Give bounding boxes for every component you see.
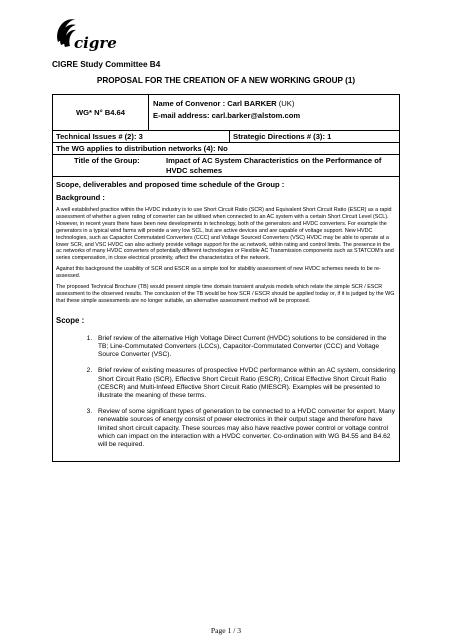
technical-issues: Technical Issues # (2): 3 bbox=[53, 131, 230, 142]
group-title-row bbox=[53, 155, 399, 177]
convenor-label: Name of Convenor : bbox=[153, 99, 228, 108]
scope-list-item: 2. Brief review of existing measures of prospective HVDC performance within an AC system, considering Short Circuit Ratio (SCR), Effective Short Circuit Ratio (ESCR), Critical Effective Short Circuit Ratio (CESCR) and Multi-Infeed Effective Short Circuit Ratio (MIESCR). Examples will be presented to illustrate the meaning of these terms. bbox=[94, 367, 396, 400]
scope-list-item: 1. Brief review of the alternative High Voltage Direct Current (HVDC) solutions to be considered in the TB; Line-Commutated Converters (LCCs), Capacitor-Commutated Converter (CCC) and Voltage Source Converter (VSC). bbox=[94, 335, 396, 360]
background-paragraph: The proposed Technical Brochure (TB) would present simple time domain transient analysis models which relate the simple SCR / ESCR assessment to the observed results. The conclusion of the TB would be how SCR / ESCR should be applied today or, if it is judged by the WG that these simple assessments are no longer suitable, an alternative assessment method will be proposed. bbox=[56, 284, 395, 304]
scope-heading: Scope, deliverables and proposed time schedule of the Group : bbox=[56, 180, 285, 189]
wg-row bbox=[53, 95, 399, 131]
convenor-name: Carl BARKER bbox=[227, 99, 277, 108]
background-heading: Background : bbox=[56, 193, 105, 202]
cigre-logo-icon bbox=[52, 12, 122, 56]
strategic-directions: Strategic Directions # (3): 1 bbox=[233, 132, 332, 141]
group-title-label: Title of the Group: bbox=[74, 156, 140, 165]
convenor-cell bbox=[149, 95, 399, 130]
study-committee: CIGRE Study Committee B4 bbox=[52, 60, 161, 69]
group-title-value: Impact of AC System Characteristics on the Performance of HVDC schemes bbox=[166, 156, 382, 175]
email-value[interactable]: : carl.barker@alstom.com bbox=[207, 111, 301, 120]
distribution-row: The WG applies to distribution networks (4): No bbox=[53, 143, 399, 155]
proposal-table bbox=[52, 94, 400, 462]
scope-section bbox=[53, 177, 399, 461]
logo-text: cigre bbox=[74, 34, 117, 52]
page-number: Page 1 / 3 bbox=[210, 626, 242, 635]
background-paragraph: A well established practice within the HVDC industry is to use Short Circuit Ratio (SCR) and Equivalent Short Circuit Ratio (ESCR) as a rapid assessment of whether a given rating of converter can be utilised when connected to an AC system with a certain Short Circuit Level (SCL). However, in recent years there have been new developments in technology, both of the generators and HVDC converters. For example the generators in a typical wind farms will provide a very low SCL, but are active devices and are capable of voltage support. New HVDC technologies, such as Capacitor Commutated Converters (CCC) and Voltage Sourced Converters (VSC) HVDC may be able to operate at a lower SCR, and VSC HVDC can also actively provide voltage support for the ac network, within rating and control limits. The presence in the ac networks of many HVDC converters of potentially different technologies or Flexible AC Transmission components such as STATCOM's and series compensation, in close electrical proximity, affect the characteristics of the network. bbox=[56, 207, 394, 262]
scope-list bbox=[56, 335, 396, 449]
convenor-country: (UK) bbox=[276, 99, 295, 108]
wg-number: WG* N° B4.64 bbox=[53, 95, 149, 130]
scope-list-item: 3. Review of some significant types of generation to be connected to a HVDC converter for export. Many renewable sources of energy consist of power electronics in their output stage and therefore have limited short circuit capacity. These sources may also have reactive power control or voltage control which can impact on the interaction with a HVDC converter. Co-ordination with WG B4.55 and B4.62 will be required. bbox=[94, 408, 396, 449]
background-paragraph: Against this background the usability of SCR and ESCR as a simple tool for stability assessment of new HVDC schemes needs to be re-assessed. bbox=[56, 266, 381, 280]
issues-row bbox=[53, 131, 399, 143]
email-label: E-mail address bbox=[153, 111, 208, 120]
scope-label: Scope : bbox=[56, 315, 85, 325]
document-title: PROPOSAL FOR THE CREATION OF A NEW WORKING GROUP (1) bbox=[96, 76, 356, 85]
